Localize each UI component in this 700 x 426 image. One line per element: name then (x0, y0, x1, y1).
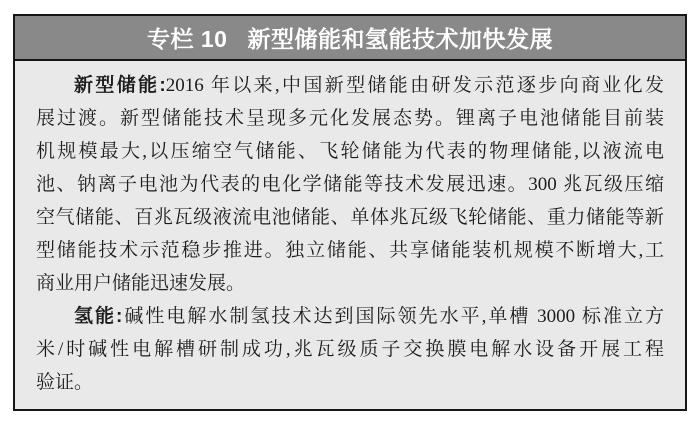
column-box-body (15, 61, 685, 399)
para2-line1-text: 碱性电解水制氢技术达到国际领先水平,单槽 3000 标准立方 (122, 306, 664, 327)
para1-lead: 新型储能: (74, 75, 166, 96)
column-number-label: 专栏 10 (147, 26, 228, 52)
para2-line3: 验证。 (36, 372, 94, 393)
para2-line1 (36, 300, 664, 333)
column-box-header (15, 16, 685, 61)
para2-line2: 米/时碱性电解槽研制成功,兆瓦级质子交换膜电解水设备开展工程 (36, 339, 664, 360)
column-box (13, 14, 687, 411)
para1-line1-text: 2016 年以来,中国新型储能由研发示范逐步向商业化发 (165, 75, 664, 96)
para1-line4: 池、钠离子电池为代表的电化学储能等技术发展迅速。300 兆瓦级压缩 (36, 174, 664, 195)
para1-line5: 空气储能、百兆瓦级液流电池储能、单体兆瓦级飞轮储能、重力储能等新 (36, 207, 664, 228)
para2-lead: 氢能: (74, 306, 123, 327)
para1-line1 (36, 69, 664, 102)
para1-line2: 展过渡。新型储能技术呈现多元化发展态势。锂离子电池储能目前装 (36, 108, 664, 129)
para1-line7: 商业用户储能迅速发展。 (36, 273, 246, 294)
para1-line6: 型储能技术示范稳步推进。独立储能、共享储能装机规模不断增大,工 (36, 240, 664, 261)
column-title: 新型储能和氢能技术加快发展 (247, 26, 553, 52)
para1-line3: 机规模最大,以压缩空气储能、飞轮储能为代表的物理储能,以液流电 (36, 141, 664, 162)
